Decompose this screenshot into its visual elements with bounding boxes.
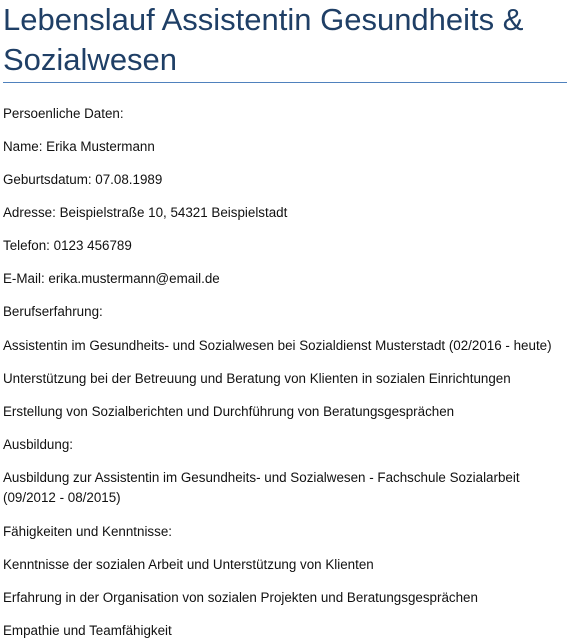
section-heading-personal-data: Persoenliche Daten: [3, 106, 124, 121]
work-experience-duty-1: Unterstützung bei der Betreuung und Beratung von Klienten in sozialen Einrichtungen [3, 371, 511, 386]
work-experience-position: Assistentin im Gesundheits- und Sozialwesen bei Sozialdienst Musterstadt (02/2016 - heute) [3, 338, 552, 353]
personal-address: Adresse: Beispielstraße 10, 54321 Beispielstadt [3, 205, 288, 220]
section-heading-education: Ausbildung: [3, 437, 73, 452]
personal-phone: Telefon: 0123 456789 [3, 238, 132, 253]
document-title: Lebenslauf Assistentin Gesundheits & Sozialwesen [3, 2, 524, 77]
personal-email: E-Mail: erika.mustermann@email.de [3, 271, 220, 286]
personal-birthdate: Geburtsdatum: 07.08.1989 [3, 172, 163, 187]
personal-name: Name: Erika Mustermann [3, 139, 155, 154]
education-entry: Ausbildung zur Assistentin im Gesundheits- und Sozialwesen - Fachschule Sozialarbeit (09/2012 - 08/2015) [3, 470, 520, 505]
skill-item-3: Empathie und Teamfähigkeit [3, 623, 172, 638]
skill-item-1: Kenntnisse der sozialen Arbeit und Unterstützung von Klienten [3, 557, 374, 572]
skill-item-2: Erfahrung in der Organisation von sozialen Projekten und Beratungsgesprächen [3, 590, 478, 605]
section-heading-work-experience: Berufserfahrung: [3, 304, 103, 319]
section-heading-skills: Fähigkeiten und Kenntnisse: [3, 524, 172, 539]
title-divider [3, 82, 567, 83]
work-experience-duty-2: Erstellung von Sozialberichten und Durchführung von Beratungsgesprächen [3, 404, 455, 419]
